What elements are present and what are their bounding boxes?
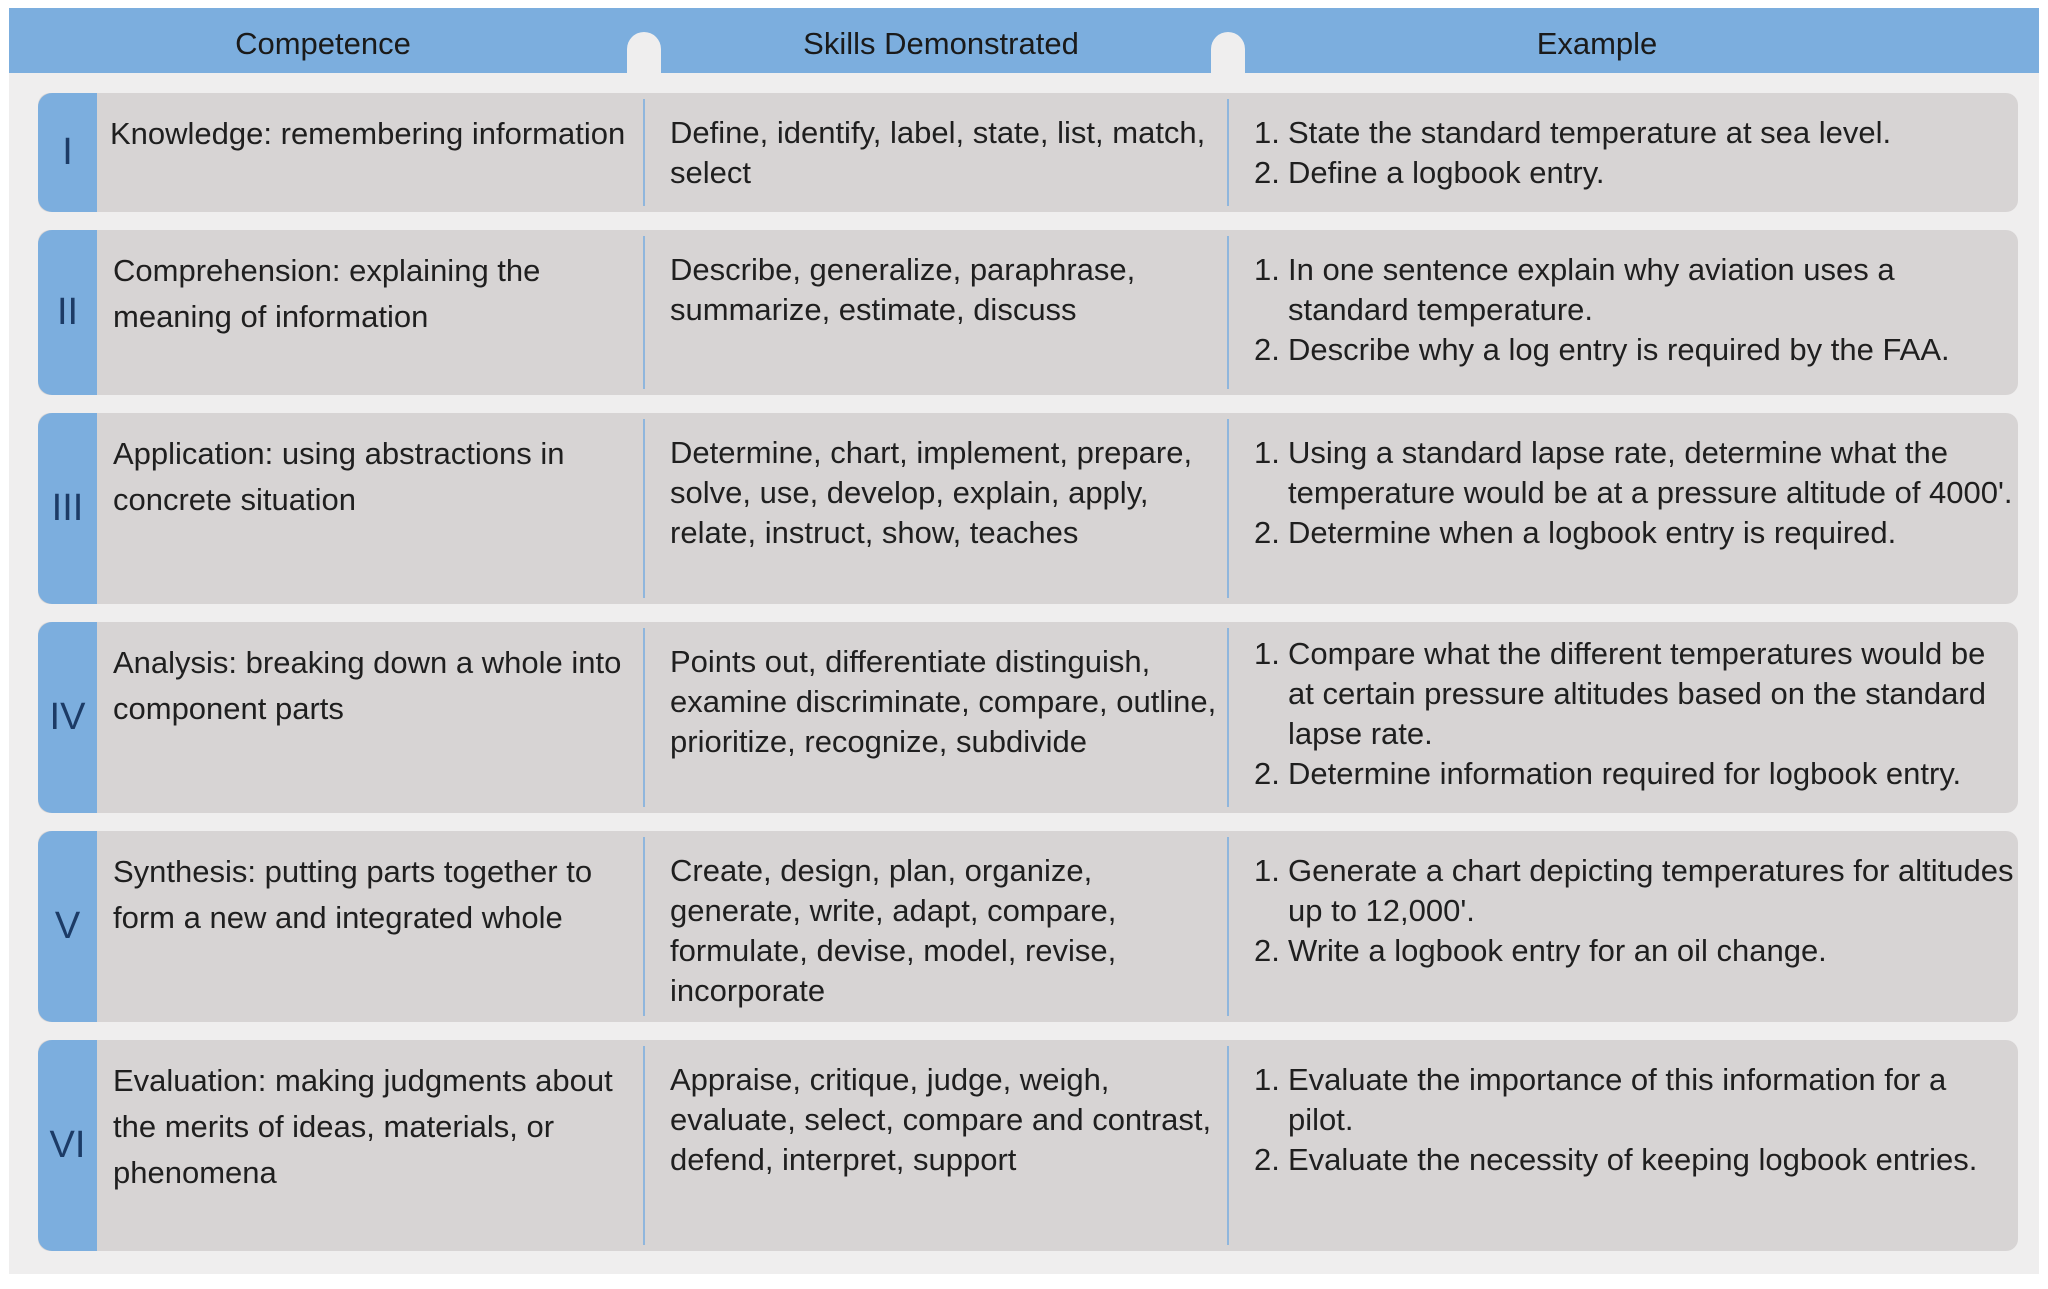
level-numeral: VI	[49, 1124, 86, 1166]
example-number: 1.	[1254, 115, 1280, 150]
competence-cell: Application: using abstractions in concrete situation	[113, 436, 565, 517]
header-example: Example	[1536, 26, 1658, 61]
example-text: Evaluate the importance of this information for a pilot.	[1288, 1062, 1947, 1137]
example-cell	[1254, 113, 2014, 193]
example-item	[1254, 754, 2014, 794]
level-tab	[38, 413, 97, 604]
example-text: Determine when a logbook entry is required.	[1288, 515, 1897, 550]
level-numeral: III	[51, 487, 84, 529]
example-item	[1254, 330, 2014, 370]
example-number: 1.	[1254, 435, 1280, 470]
competence-cell: Analysis: breaking down a whole into component parts	[113, 645, 622, 726]
example-text: State the standard temperature at sea level.	[1288, 115, 1892, 150]
header-competence: Competence	[235, 26, 411, 61]
table-row	[38, 831, 2018, 1022]
column-divider	[643, 236, 645, 389]
example-item	[1254, 250, 2014, 330]
level-numeral: II	[56, 291, 79, 333]
example-text: In one sentence explain why aviation uses a standard temperature.	[1288, 252, 1895, 327]
column-divider	[1227, 837, 1229, 1016]
example-text: Generate a chart depicting temperatures for altitudes up to 12,000'.	[1288, 853, 2014, 928]
level-tab	[38, 1040, 97, 1251]
column-divider	[1227, 419, 1229, 598]
skills-cell: Define, identify, label, state, list, match, select	[670, 115, 1206, 190]
skills-cell: Appraise, critique, judge, weigh, evaluate, select, compare and contrast, defend, interpret, support	[670, 1062, 1212, 1177]
column-divider	[1227, 1046, 1229, 1245]
example-item	[1254, 1140, 2014, 1180]
skills-cell: Points out, differentiate distinguish, examine discriminate, compare, outline, prioritize, recognize, subdivide	[670, 644, 1217, 759]
example-item	[1254, 153, 2014, 193]
table-row	[38, 1040, 2018, 1251]
column-divider	[643, 99, 645, 206]
skills-cell: Determine, chart, implement, prepare, solve, use, develop, explain, apply, relate, instruct, show, teaches	[670, 435, 1193, 550]
level-tab	[38, 831, 97, 1022]
example-item	[1254, 113, 2014, 153]
example-item	[1254, 851, 2014, 931]
example-text: Determine information required for logbook entry.	[1288, 756, 1962, 791]
example-cell	[1254, 851, 2014, 971]
example-cell	[1254, 433, 2014, 553]
example-number: 2.	[1254, 933, 1280, 968]
column-divider	[1227, 628, 1229, 807]
column-divider	[643, 1046, 645, 1245]
skills-cell: Create, design, plan, organize, generate, write, adapt, compare, formulate, devise, model, revise, incorporate	[670, 853, 1117, 1008]
example-number: 2.	[1254, 155, 1280, 190]
level-numeral: I	[62, 131, 73, 173]
level-numeral: IV	[49, 696, 86, 738]
level-numeral: V	[54, 905, 81, 947]
example-item	[1254, 1060, 2014, 1140]
example-number: 1.	[1254, 1062, 1280, 1097]
example-text: Define a logbook entry.	[1288, 155, 1605, 190]
competence-cell: Comprehension: explaining the meaning of information	[113, 253, 541, 334]
column-divider	[643, 837, 645, 1016]
example-text: Compare what the different temperatures would be at certain pressure altitudes based on the standard lapse rate.	[1288, 636, 1986, 751]
column-divider	[1227, 99, 1229, 206]
example-item	[1254, 634, 2014, 754]
example-number: 1.	[1254, 853, 1280, 888]
skills-cell: Describe, generalize, paraphrase, summarize, estimate, discuss	[670, 252, 1136, 327]
header-skills: Skills Demonstrated	[803, 26, 1079, 61]
competence-cell: Synthesis: putting parts together to form a new and integrated whole	[113, 854, 593, 935]
example-item	[1254, 433, 2014, 513]
level-tab	[38, 622, 97, 813]
column-divider	[1227, 236, 1229, 389]
example-cell	[1254, 250, 2014, 370]
table-row	[38, 413, 2018, 604]
example-text: Write a logbook entry for an oil change.	[1288, 933, 1827, 968]
example-number: 2.	[1254, 1142, 1280, 1177]
competence-cell: Evaluation: making judgments about the merits of ideas, materials, or phenomena	[113, 1063, 613, 1190]
level-tab	[38, 230, 97, 395]
column-divider	[643, 628, 645, 807]
table-row	[38, 622, 2018, 813]
example-text: Evaluate the necessity of keeping logbook entries.	[1288, 1142, 1978, 1177]
competence-cell: Knowledge: remembering information	[110, 116, 626, 151]
example-cell	[1254, 634, 2014, 794]
example-number: 2.	[1254, 515, 1280, 550]
example-number: 2.	[1254, 756, 1280, 791]
level-tab	[38, 93, 97, 212]
example-item	[1254, 513, 2014, 553]
example-number: 2.	[1254, 332, 1280, 367]
example-number: 1.	[1254, 252, 1280, 287]
example-text: Using a standard lapse rate, determine what the temperature would be at a pressure altitude of 4000'.	[1288, 435, 2013, 510]
example-cell	[1254, 1060, 2014, 1180]
table-row	[38, 93, 2018, 212]
example-number: 1.	[1254, 636, 1280, 671]
column-divider	[643, 419, 645, 598]
table-row	[38, 230, 2018, 395]
example-text: Describe why a log entry is required by the FAA.	[1288, 332, 1950, 367]
example-item	[1254, 931, 2014, 971]
